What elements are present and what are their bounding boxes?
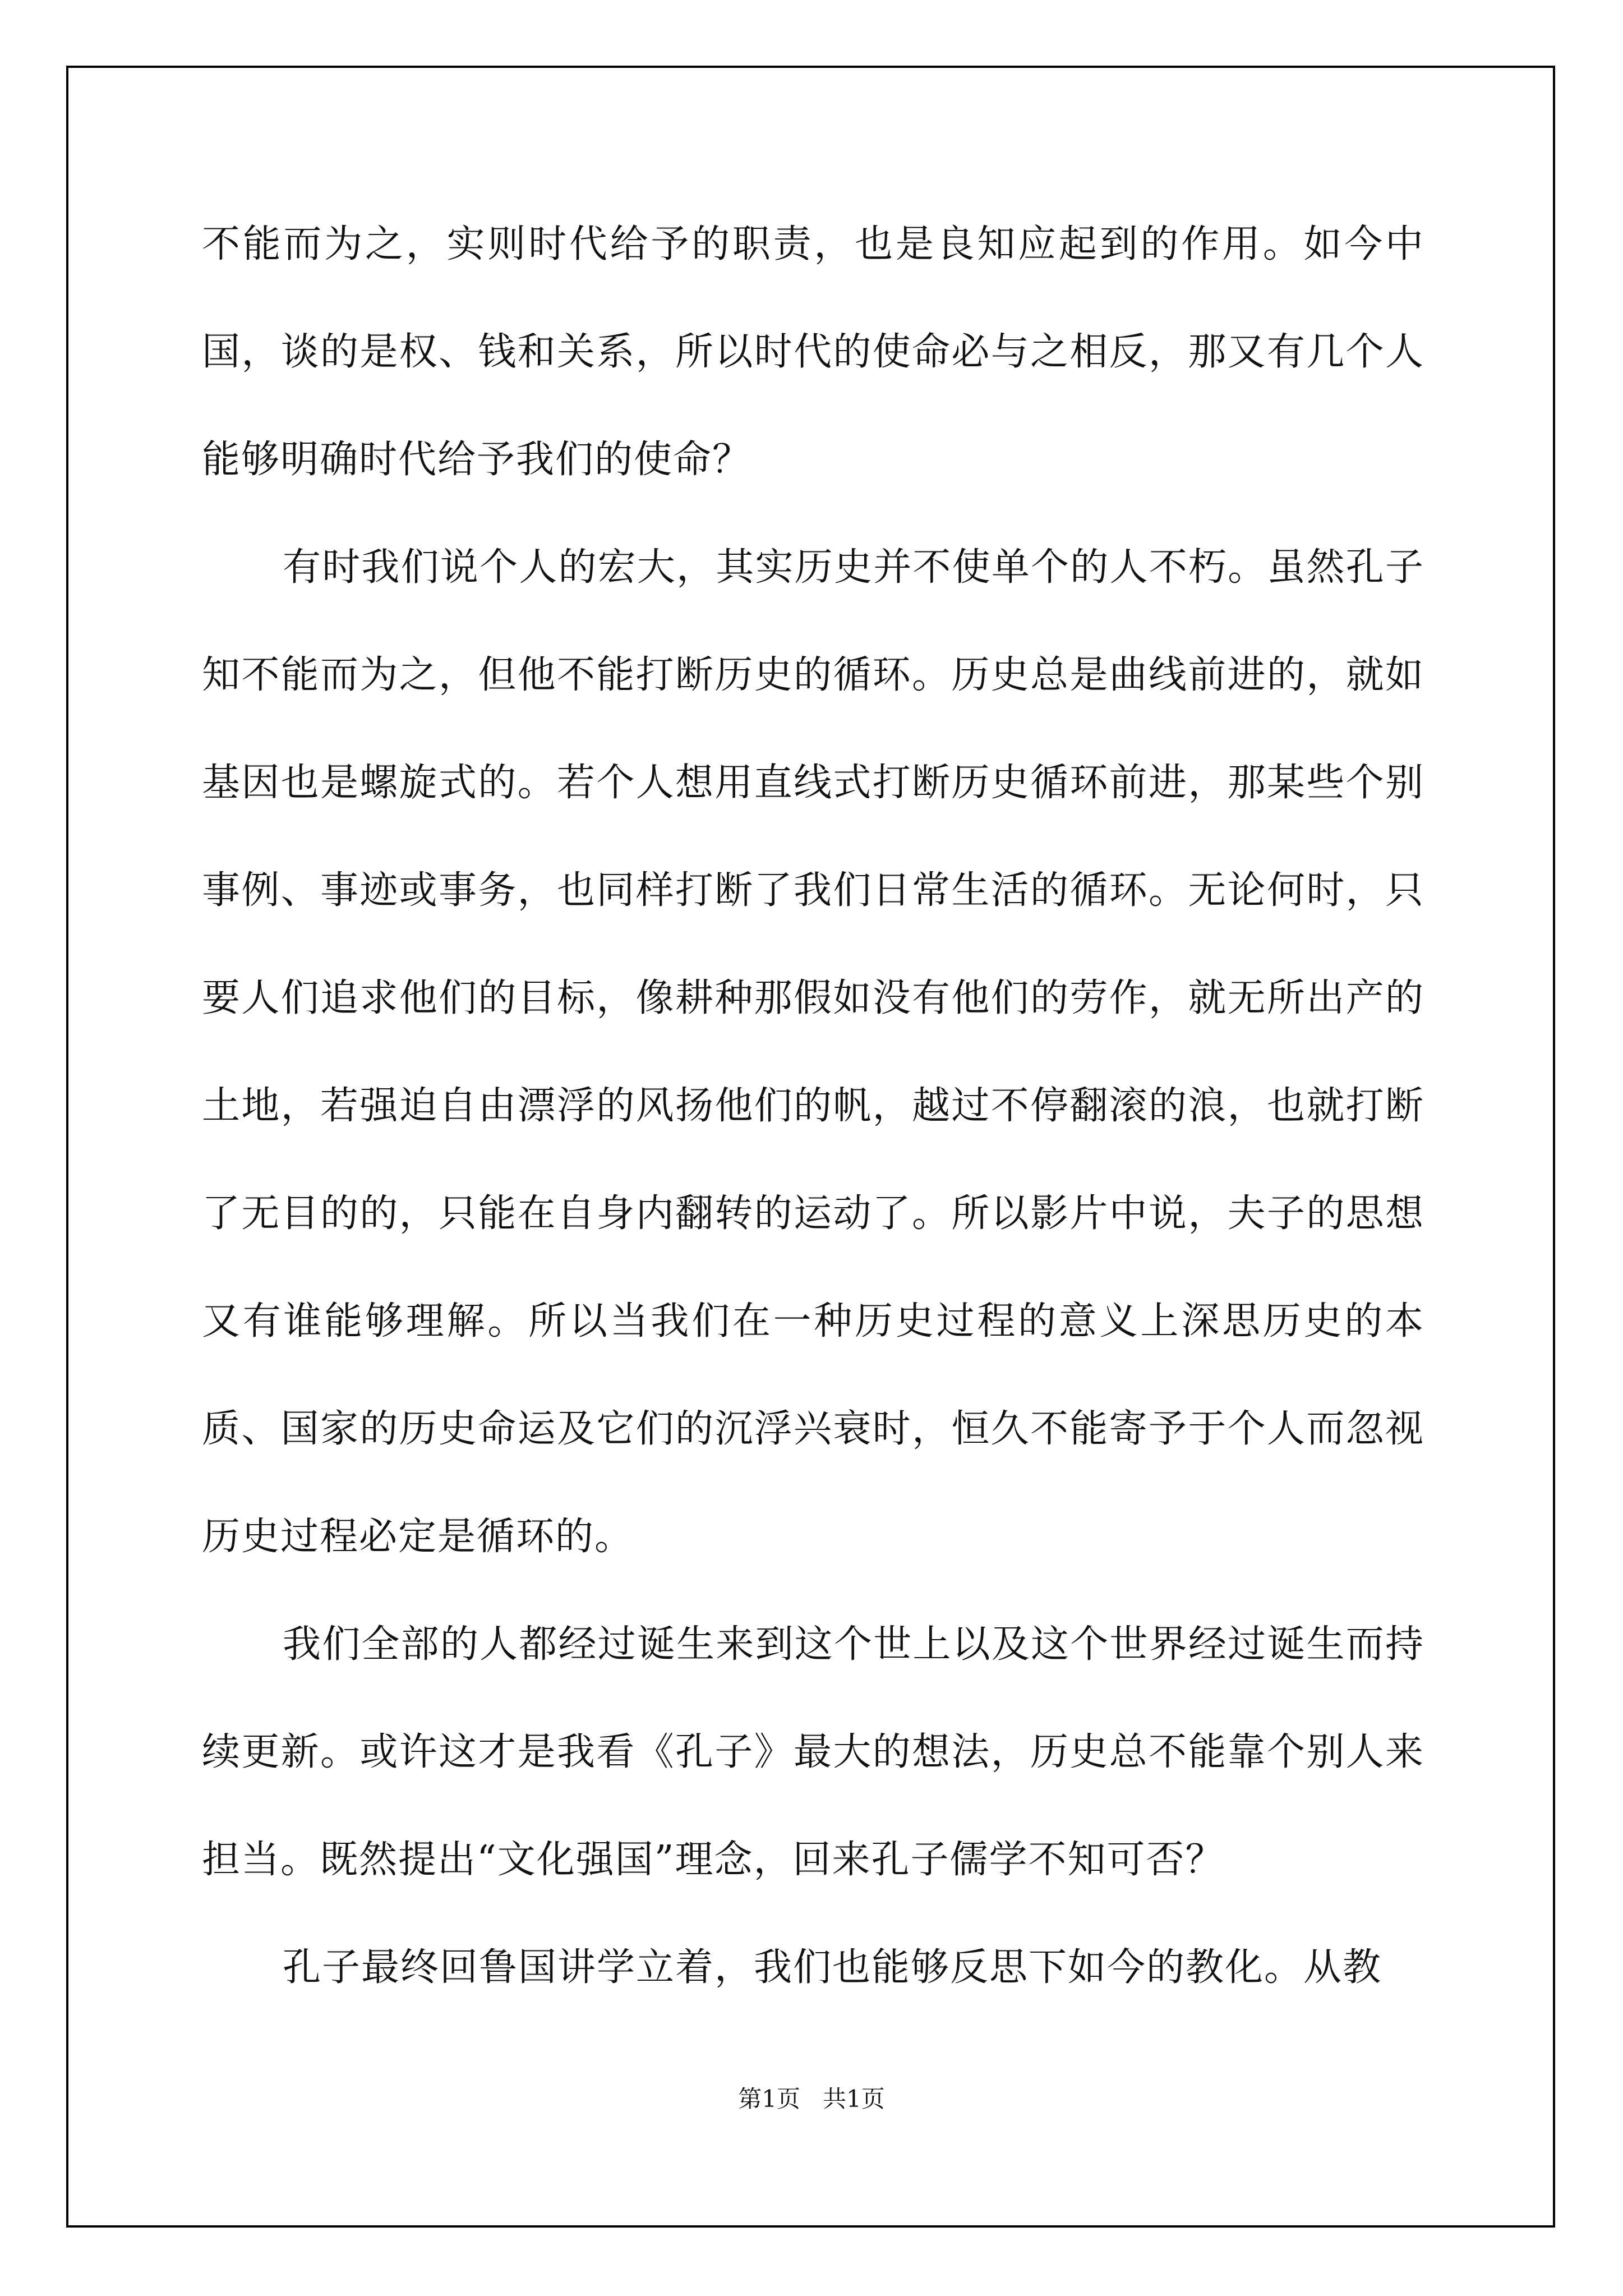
document-body [202, 191, 1424, 2022]
page-footer [0, 2083, 1623, 2115]
paragraph-1: 不能而为之，实则时代给予的职责，也是良知应起到的作用。如今中国，谈的是权、钱和关系，所以时代的使命必与之相反，那又有几个人能够明确时代给予我们的使命？ [202, 222, 1424, 482]
page-number: 第1页 [738, 2085, 800, 2113]
paragraph-2: 有时我们说个人的宏大，其实历史并不使单个的人不朽。虽然孔子知不能而为之，但他不能打断历史的循环。历史总是曲线前进的，就如基因也是螺旋式的。若个人想用直线式打断历史循环前进，那某些个别事例、事迹或事务，也同样打断了我们日常生活的循环。无论何时，只要人们追求他们的目标，像耕种那假如没有他们的劳作，就无所出产的土地，若强迫自由漂浮的风扬他们的帆，越过不停翻滚的浪，也就打断了无目的的，只能在自身内翻转的运动了。所以影片中说，夫子的思想又有谁能够理解。所以当我们在一种历史过程的意义上深思历史的本质、国家的历史命运及它们的沉浮兴衰时，恒久不能寄予于个人而忽视历史过程必定是循环的。 [202, 545, 1424, 1559]
paragraph-4: 孔子最终回鲁国讲学立着，我们也能够反思下如今的教化。从教 [283, 1945, 1382, 1990]
paragraph-3: 我们全部的人都经过诞生来到这个世上以及这个世界经过诞生而持续更新。或许这才是我看《孔子》最大的想法，历史总不能靠个别人来担当。既然提出“文化强国”理念，回来孔子儒学不知可否？ [202, 1622, 1424, 1882]
page-total: 共1页 [823, 2085, 885, 2113]
